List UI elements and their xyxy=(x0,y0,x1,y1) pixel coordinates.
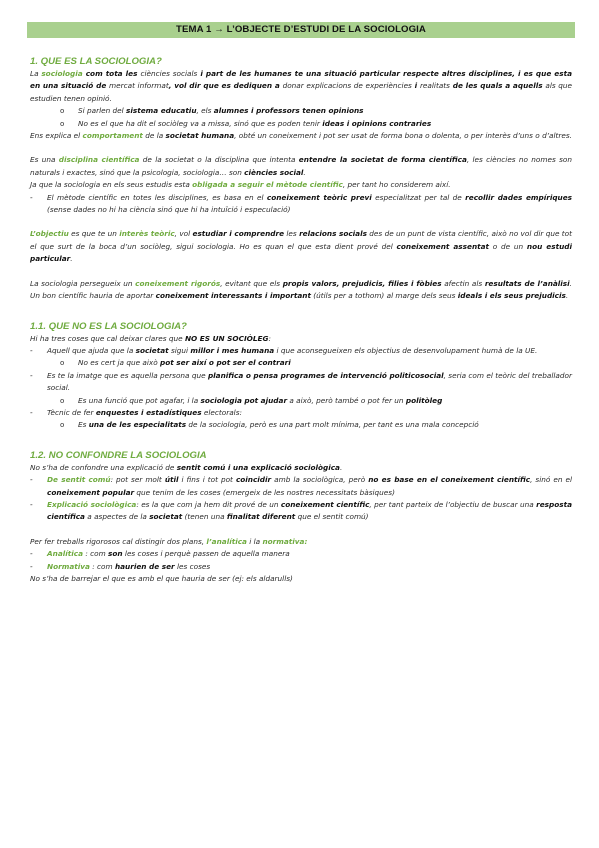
text-run: : xyxy=(268,333,271,343)
text-run: (sense dades no hi ha ciència sinó que hi ha intuïció i especulació) xyxy=(47,205,291,215)
highlighted-text: societat xyxy=(135,345,169,355)
bullet-circle-icon: o xyxy=(60,359,65,368)
text-run: les coses xyxy=(174,561,211,571)
text-run: des de un punt de vista científic, això no vol dir que tot el que surt de la boca d’un sociòleg, sigui sociologia. Ho es quan el que esta dient prové del xyxy=(30,229,572,251)
highlighted-text: , vol dir que es dediquen a xyxy=(168,81,283,91)
text-run: les xyxy=(284,229,300,239)
highlighted-text: ideas i opinions contraries xyxy=(322,118,432,128)
highlighted-text: no es base en el coneixement científic xyxy=(368,475,531,485)
text-run: , les ciències no nomes son naturals i exactes, sinó que la psicologia, sociologia… son xyxy=(30,155,572,177)
highlighted-text: propis valors, prejudicis, filies i fòbies xyxy=(282,278,442,288)
highlighted-text: haurien de ser xyxy=(114,561,175,571)
paragraph xyxy=(30,154,572,179)
highlighted-text: interès teòric xyxy=(119,229,175,239)
highlighted-text: pot ser així o pot ser el contrari xyxy=(160,358,291,368)
text-run: , obté un coneixement i pot ser usat de forma bona o dolenta, o per interès d’uns o d’altres. xyxy=(234,131,572,141)
text-run: No es el que ha dit el sociòleg va a missa, sinó que es poden tenir xyxy=(78,118,323,128)
bullet-item xyxy=(30,419,572,431)
text-run: es que te un xyxy=(68,229,120,239)
bullet-item xyxy=(30,357,572,369)
text-run: No es cert ja que això xyxy=(78,358,161,368)
bullet-circle-icon: o xyxy=(60,107,65,116)
paragraph xyxy=(30,462,572,474)
text-run: les coses i perquè passen de aquella manera xyxy=(122,549,290,559)
text-run: Es te la imatge que es aquella persona que xyxy=(47,370,208,380)
text-run: . xyxy=(303,167,306,177)
heading-1-1: 1.1. QUE NO ES LA SOCIOLOGIA? xyxy=(30,320,187,332)
highlighted-text: recollir dades empíriques xyxy=(465,192,573,202)
text-run: Aquell que ajuda que la xyxy=(47,345,136,355)
text-run: (tenen una xyxy=(182,512,227,522)
text-run: . xyxy=(70,254,73,264)
highlighted-text: i part de les humanes te una situació particular respecte altres disciplines, i es que esta en una situació de xyxy=(30,69,572,91)
paragraph xyxy=(30,68,572,105)
text-run: Per fer treballs rigorosos cal distingir dos plans, xyxy=(30,536,207,546)
paragraph xyxy=(30,573,572,585)
highlighted-text: enquestes i estadístiques xyxy=(95,407,202,417)
highlighted-text: Analítica xyxy=(47,549,84,559)
text-run: de la sociologia, però es una part molt mínima, per tant es una mala concepció xyxy=(186,420,479,430)
text-run: : com xyxy=(89,561,115,571)
highlighted-text: sociologia xyxy=(41,69,83,78)
dash-item: - De sentit comú: pot ser molt útil i fins i tot pot coincidir amb la sociològica, però no es base en el coneixement científic, sinó en el coneixement popular que tenim de les coses (emergeix de les nostres necessitats bàsiques) xyxy=(30,475,572,497)
text-run: afectin als xyxy=(441,278,485,288)
bullet-item xyxy=(30,118,572,130)
highlighted-text: com tota les xyxy=(82,69,141,78)
text-run: ciències socials xyxy=(140,69,198,78)
paragraph xyxy=(30,278,572,303)
text-run: Es una funció que pot agafar, i la xyxy=(78,395,201,405)
highlighted-text: planifica o pensa programes de intervenció politicosocial xyxy=(207,370,444,380)
text-run: als que estudien tenen opinió xyxy=(30,81,572,103)
highlighted-text: ideals i els seus prejudicis xyxy=(457,291,566,301)
text-run: . xyxy=(565,291,569,301)
highlighted-text: comportament xyxy=(82,131,143,141)
highlighted-text: coneixement rigorós xyxy=(135,278,221,288)
bullet-item xyxy=(30,105,572,117)
text-run: a això, però també o pot fer un xyxy=(287,395,406,405)
text-run: que tenim de les coses (emergeix de les nostres necessitats bàsiques) xyxy=(134,487,395,497)
text-run: , els xyxy=(196,106,214,116)
text-run: Tècnic de fer xyxy=(47,407,96,417)
text-run: : com xyxy=(83,549,109,559)
highlighted-text: sociologia pot ajudar xyxy=(200,395,288,405)
highlighted-text: útil xyxy=(164,475,179,485)
text-run: No s’ha de confondre una explicació de xyxy=(30,462,177,472)
text-run: , vol xyxy=(174,229,193,239)
text-run: : es la que com ja hem dit prové de un xyxy=(136,499,281,509)
text-run: Hi ha tres coses que cal deixar clares que xyxy=(30,333,185,343)
highlighted-text: ciències social xyxy=(244,167,304,177)
highlighted-text: l’analítica xyxy=(206,536,247,546)
text-run: amb la sociològica, però xyxy=(271,475,369,485)
bullet-circle-icon: o xyxy=(60,421,65,430)
highlighted-text: de les quals a aquells xyxy=(449,81,546,91)
highlighted-text: disciplina científica xyxy=(58,155,140,165)
highlighted-text: societat humana xyxy=(165,131,235,141)
text-run: de la societat o la disciplina que intenta xyxy=(139,155,299,165)
highlighted-text: resultats de l’anàlisi xyxy=(484,278,570,288)
text-run: . Un bon científic hauria de aportar xyxy=(30,278,572,301)
dash-item: - Explicació sociològica: es la que com ja hem dit prové de un coneixement científic, per tant parteix de l’objectiu de buscar una resposta científica a aspectes de la societat (tenen una finalitat diferent que el sentit comú) xyxy=(30,499,572,522)
paragraph xyxy=(30,333,572,345)
highlighted-text: Normativa xyxy=(47,561,90,571)
highlighted-text: coneixement teòric previ xyxy=(266,192,372,202)
highlighted-text: millor i mes humana xyxy=(190,345,275,355)
dash-item: - Analítica : com son les coses i perquè passen de aquella manera xyxy=(30,549,290,559)
highlighted-text: coneixement científic xyxy=(280,499,370,509)
highlighted-text: estudiar i comprendre xyxy=(192,229,285,239)
text-run: (útils per a tothom) al marge dels seus xyxy=(310,291,458,301)
highlighted-text: resposta científica xyxy=(47,499,572,522)
highlighted-text: finalitat diferent xyxy=(226,512,296,522)
text-run: que el sentit comú) xyxy=(295,512,369,522)
paragraph xyxy=(30,228,572,265)
text-run: El mètode científic en totes les disciplines, es basa en el xyxy=(47,192,267,202)
highlighted-text: coneixement popular xyxy=(47,487,135,497)
dash-item: - Tècnic de fer enquestes i estadístiques electorals: xyxy=(30,407,242,417)
text-run: Ja que la sociologia en els seus estudis esta xyxy=(30,180,193,190)
highlighted-text: sistema educatiu xyxy=(126,106,197,116)
text-run: Si parlen del xyxy=(78,106,127,116)
title-banner: TEMA 1 → L’OBJECTE D’ESTUDI DE LA SOCIOLOGIA xyxy=(27,22,575,38)
text-run: , per tant ho considerem així. xyxy=(342,180,451,190)
highlighted-text: Explicació sociològica xyxy=(47,499,137,509)
text-run: i que aconsegueixen els objectius de desenvolupament humà de la UE. xyxy=(274,345,538,355)
paragraph xyxy=(30,130,572,142)
text-run: Ens explica el xyxy=(30,131,83,141)
text-run: i la xyxy=(246,536,263,546)
text-run: especialitzat per tal de xyxy=(371,192,466,202)
text-run: donar explicacions de experiències xyxy=(282,81,412,91)
text-run: La sociologia persegueix un xyxy=(30,278,136,288)
bullet-item xyxy=(30,395,572,407)
highlighted-text: coincidir xyxy=(235,475,272,485)
text-run: de la xyxy=(142,131,166,141)
text-run: , sinó en el xyxy=(530,475,572,485)
text-run: Es xyxy=(78,420,89,430)
dash-item: - Normativa : com haurien de ser les coses xyxy=(30,561,211,571)
text-run: , seria com el teòric del treballador social. xyxy=(47,370,572,393)
highlighted-text: sentit comú i una explicació sociològica xyxy=(176,462,340,472)
text-run: sigui xyxy=(168,345,191,355)
dash-item: - Aquell que ajuda que la societat sigui millor i mes humana i que aconsegueixen els objectius de desenvolupament humà de la UE. xyxy=(30,345,538,355)
text-run: . xyxy=(339,462,343,472)
highlighted-text: nou estudi particular xyxy=(30,241,572,264)
highlighted-text: politòleg xyxy=(405,395,443,405)
text-run: mercat informat xyxy=(109,81,169,91)
dash-item: - El mètode científic en totes les disciplines, es basa en el coneixement teòric previ especialitzat per tal de recollir dades empíriques (sense dades no hi ha ciència sinó que hi ha intuïció i especulació) xyxy=(30,192,573,215)
text-run: Es una xyxy=(30,155,59,165)
highlighted-text: normativa: xyxy=(262,536,308,546)
text-run: electorals: xyxy=(201,407,242,417)
text-run: . xyxy=(109,93,112,103)
highlighted-text: alumnes i professors tenen opinions xyxy=(213,106,364,116)
bullet-circle-icon: o xyxy=(60,119,65,128)
highlighted-text: obligada a seguir el mètode científic xyxy=(192,180,343,190)
text-run: realitats xyxy=(419,81,450,91)
highlighted-text: una de les especialitats xyxy=(88,420,187,430)
heading-1: 1. QUE ES LA SOCIOLOGIA? xyxy=(30,56,162,67)
heading-1-2: 1.2. NO CONFONDRE LA SOCIOLOGIA xyxy=(30,449,207,461)
highlighted-text: coneixement assentat xyxy=(396,241,490,251)
highlighted-text: societat xyxy=(149,512,183,522)
highlighted-text: NO ES UN SOCIÒLEG xyxy=(184,333,269,343)
paragraph xyxy=(30,536,572,548)
paragraph xyxy=(30,179,572,191)
highlighted-text: entendre la societat de forma científica xyxy=(298,155,467,165)
text-run: , per tant parteix de l’objectiu de buscar una xyxy=(369,499,537,509)
highlighted-text: i xyxy=(411,81,420,91)
text-run: : pot ser molt xyxy=(110,475,165,485)
text-run: i fins i tot pot xyxy=(178,475,236,485)
text-run: , evitant que els xyxy=(220,278,283,288)
highlighted-text: relacions socials xyxy=(299,229,367,239)
text-run: La xyxy=(30,69,42,78)
text-run: a aspectes de la xyxy=(84,512,150,522)
dash-item: - Es te la imatge que es aquella persona que planifica o pensa programes de intervenció politicosocial, seria com el teòric del treballador social. xyxy=(30,370,572,393)
text-run: No s’ha de barrejar el que es amb el que hauria de ser (ej: els aldarulls) xyxy=(30,574,293,583)
text-run: o de un xyxy=(489,241,527,251)
bullet-circle-icon: o xyxy=(60,396,65,405)
highlighted-text: coneixement interessants i important xyxy=(155,291,311,301)
highlighted-text: De sentit comú xyxy=(47,475,111,485)
highlighted-text: son xyxy=(108,549,123,559)
highlighted-text: L’objectiu xyxy=(30,229,69,239)
